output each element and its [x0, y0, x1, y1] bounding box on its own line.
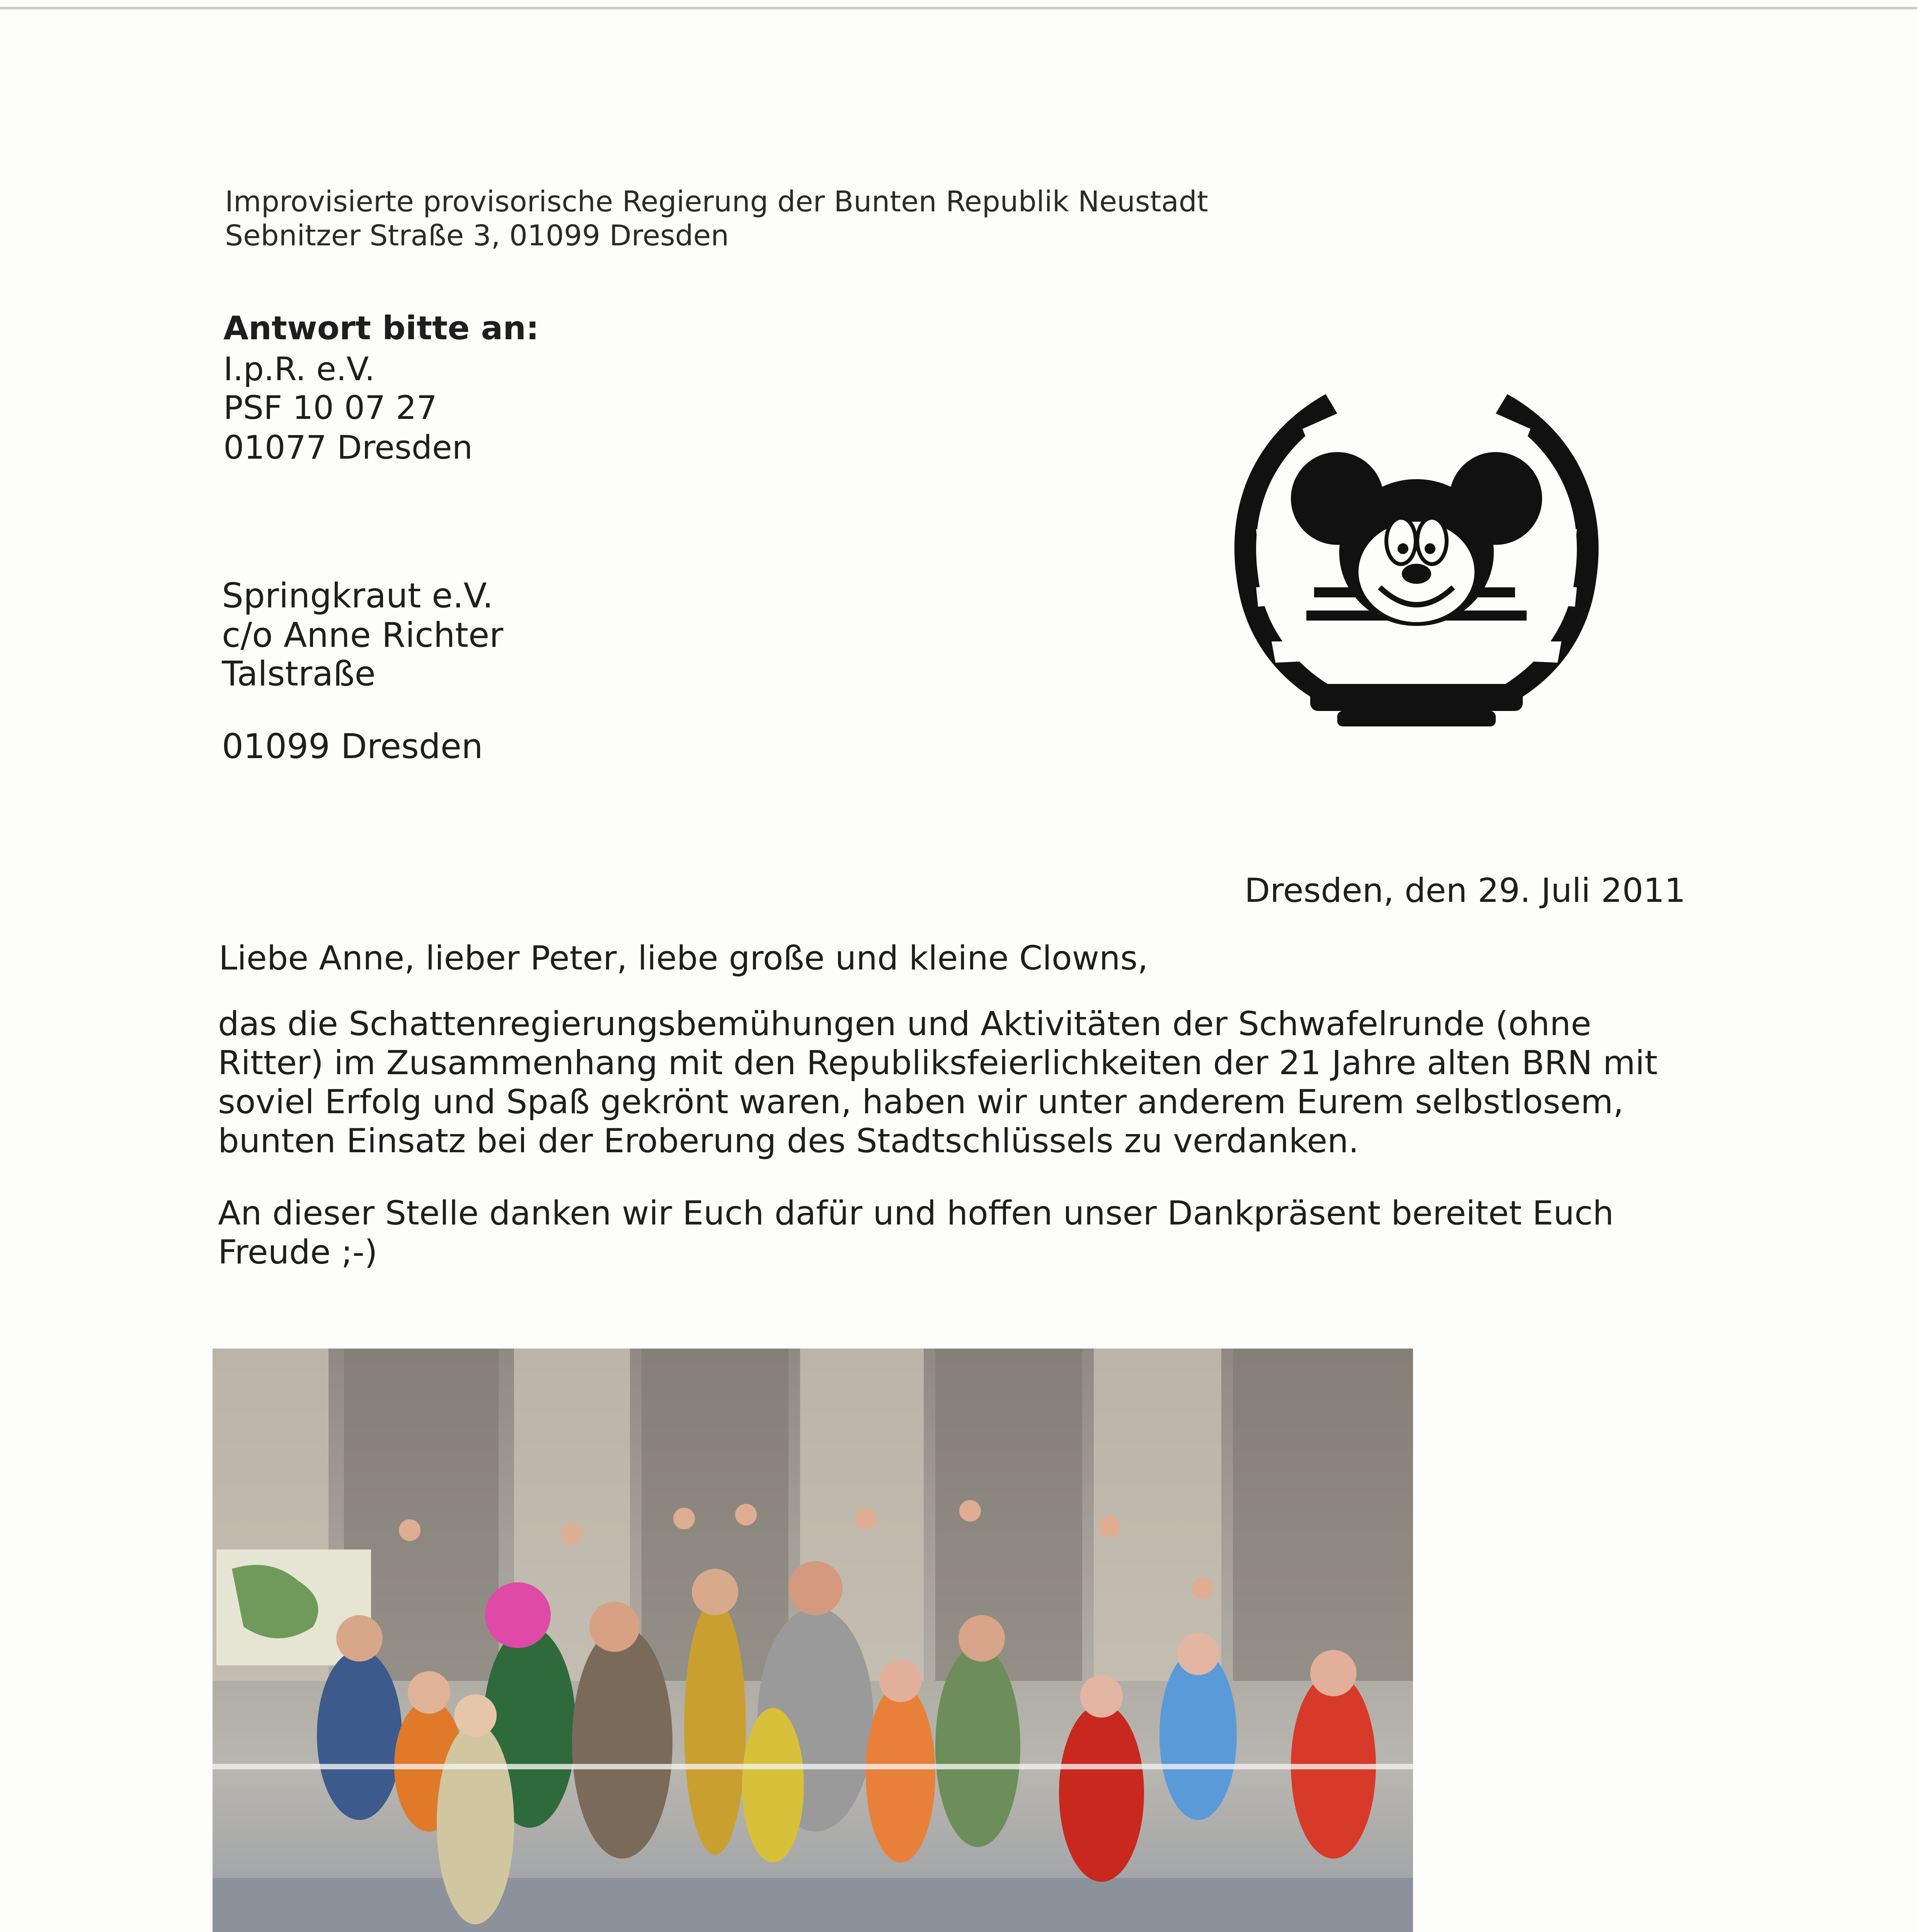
sender-address [225, 185, 1208, 253]
scan-edge-line [0, 7, 1917, 9]
recipient-city: 01099 Dresden [222, 726, 483, 766]
reply-to-heading: Antwort bitte an: [223, 309, 539, 347]
salutation: Liebe Anne, lieber Peter, liebe große und kleine Clowns, [219, 939, 1148, 978]
body-paragraph-2: An dieser Stelle danken wir Euch dafür und hoffen unser Dankpräsent bereitet Euch Freude ;-) [218, 1194, 1614, 1272]
recipient-line: Springkraut e.V. [222, 576, 494, 616]
reply-to-line: 01077 Dresden [223, 429, 473, 466]
recipient-line: Talstraße [222, 654, 376, 694]
reply-to-line: PSF 10 07 27 [223, 389, 438, 427]
group-photo [213, 1349, 1413, 1932]
reply-to-line: I.p.R. e.V. [223, 350, 375, 388]
letter-date: Dresden, den 29. Juli 2011 [1245, 871, 1686, 910]
sender-line-2: Sebnitzer Straße 3, 01099 Dresden [225, 219, 729, 252]
emblem-logo [1210, 371, 1623, 742]
body-paragraph-1: das die Schattenregierungsbemühungen und Aktivitäten der Schwafelrunde (ohne Ritter) im Zusammenhang mit den Republiksfeierlichkeiten der 21 Jahre alten BRN mit soviel Erfolg und Spaß gekrönt waren, haben wir unter anderem Eurem selbstlosem, bunten Einsatz bei der Eroberung des Stadtschlüssels zu verdanken. [218, 1005, 1658, 1160]
recipient-line: c/o Anne Richter [222, 615, 504, 655]
sender-line-1: Improvisierte provisorische Regierung der Bunten Republik Neustadt [225, 185, 1208, 218]
